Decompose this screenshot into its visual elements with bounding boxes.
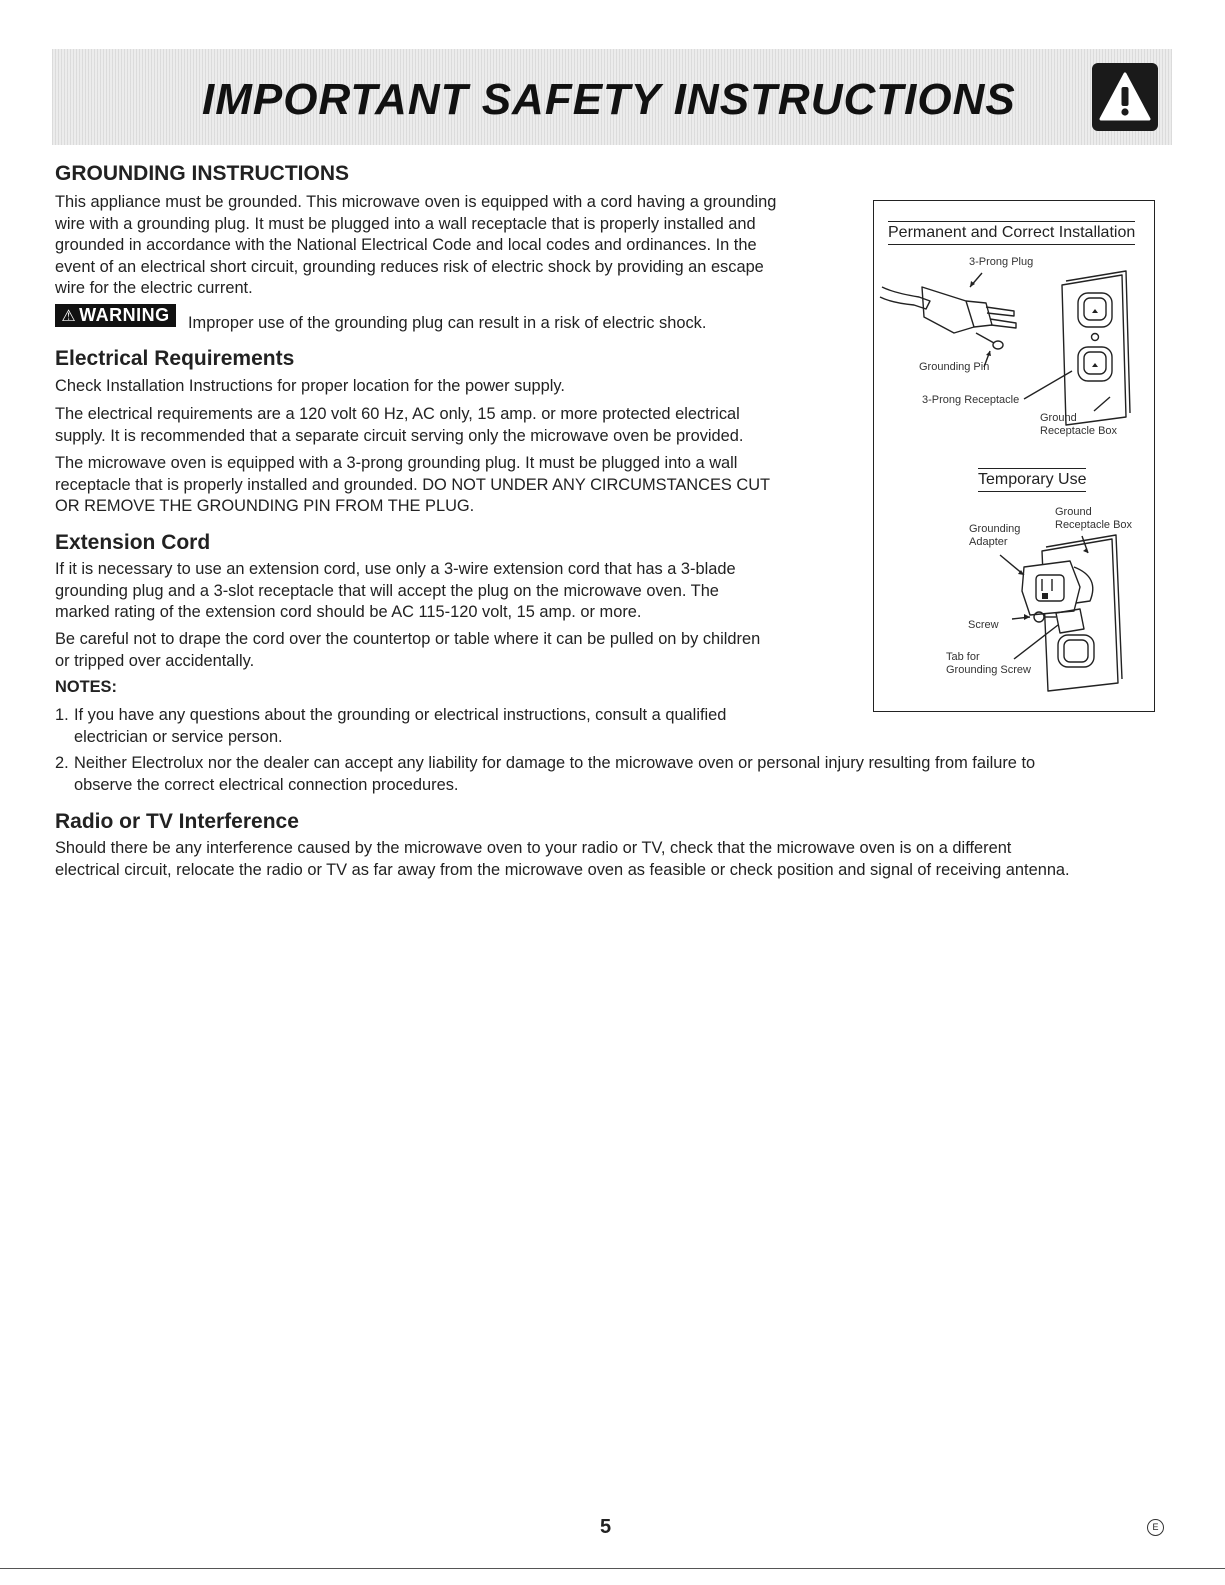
grounding-heading: GROUNDING INSTRUCTIONS xyxy=(55,162,349,185)
warning-badge-label: WARNING xyxy=(79,305,170,325)
adapter-label-1: Grounding xyxy=(969,523,1021,535)
extension-p1: If it is necessary to use an extension cord, use only a 3-wire extension cord that has a 3-blade grounding plug and a 3-slot receptacle that will accept the plug on the microwave oven. The marked rating of the extension cord should be AC 115-120 volt, 15 amp. or more. xyxy=(55,560,736,621)
receptacle-label: 3-Prong Receptacle xyxy=(922,394,1020,406)
plug-label: 3-Prong Plug xyxy=(969,256,1034,268)
installation-figure xyxy=(873,200,1155,712)
radio-paragraph: Should there be any interference caused by the microwave oven to your radio or TV, check that the microwave oven is on a different electrical circuit, relocate the radio or TV as far away from the microwave oven as feasible or check position and signal of receiving antenna. xyxy=(55,839,1070,879)
box-label-2: Receptacle Box xyxy=(1040,425,1118,437)
extension-heading: Extension Cord xyxy=(55,531,211,554)
warning-badge xyxy=(55,304,176,327)
electrical-heading: Electrical Requirements xyxy=(55,347,295,370)
temp-box-label-2: Receptacle Box xyxy=(1055,519,1133,531)
electrical-p1: Check Installation Instructions for proper location for the power supply. xyxy=(55,377,565,395)
page-number: 5 xyxy=(600,1516,612,1538)
note-item: 2. Neither Electrolux nor the dealer can accept any liability for damage to the microwave oven or personal injury resulting from failure to observe the correct electrical connection procedures. xyxy=(55,754,1036,794)
grounding-paragraph: This appliance must be grounded. This microwave oven is equipped with a cord having a grounding wire with a grounding plug. It must be plugged into a wall receptacle that is properly installed and grounded in accordance with the National Electrical Code and local codes and ordinances. In the event of an electrical short circuit, grounding reduces risk of electric shock by providing an escape wire for the electric current. xyxy=(55,193,777,297)
box-label-1: Ground xyxy=(1040,412,1077,424)
warning-triangle-icon xyxy=(1092,63,1158,131)
banner-title: IMPORTANT SAFETY INSTRUCTIONS xyxy=(202,75,1016,124)
extension-p2: Be careful not to drape the cord over the countertop or table where it can be pulled on by children or tripped over accidentally. xyxy=(55,630,761,670)
tab-label-2: Grounding Screw xyxy=(946,664,1031,676)
notes-heading: NOTES: xyxy=(55,678,117,696)
pin-label: Grounding Pin xyxy=(919,361,990,373)
warning-small-icon: ⚠ xyxy=(61,307,77,325)
language-badge: E xyxy=(1147,1519,1164,1536)
permanent-caption: Permanent and Correct Installation xyxy=(888,221,1135,245)
temporary-caption: Temporary Use xyxy=(978,468,1086,492)
screw-label: Screw xyxy=(968,619,999,631)
header-banner xyxy=(52,49,1172,145)
note-item: 1. If you have any questions about the grounding or electrical instructions, consult a qualified electrician or service person. xyxy=(55,706,727,746)
warning-text: Improper use of the grounding plug can result in a risk of electric shock. xyxy=(188,314,707,332)
temp-box-label-1: Ground xyxy=(1055,506,1092,518)
tab-label-1: Tab for xyxy=(946,651,980,663)
electrical-p2: The electrical requirements are a 120 volt 60 Hz, AC only, 15 amp. or more protected electrical supply. It is recommended that a separate circuit serving only the microwave oven be provided. xyxy=(55,405,744,445)
electrical-p3: The microwave oven is equipped with a 3-prong grounding plug. It must be plugged into a wall receptacle that is properly installed and grounded. DO NOT UNDER ANY CIRCUMSTANCES CUT OR REMOVE THE GROUNDING PIN FROM THE PLUG. xyxy=(55,454,771,515)
adapter-label-2: Adapter xyxy=(969,536,1008,548)
radio-heading: Radio or TV Interference xyxy=(55,810,299,833)
plug-receptacle-illustration xyxy=(874,267,1154,437)
bottom-rule xyxy=(0,1568,1225,1569)
adapter-illustration xyxy=(874,531,1154,706)
